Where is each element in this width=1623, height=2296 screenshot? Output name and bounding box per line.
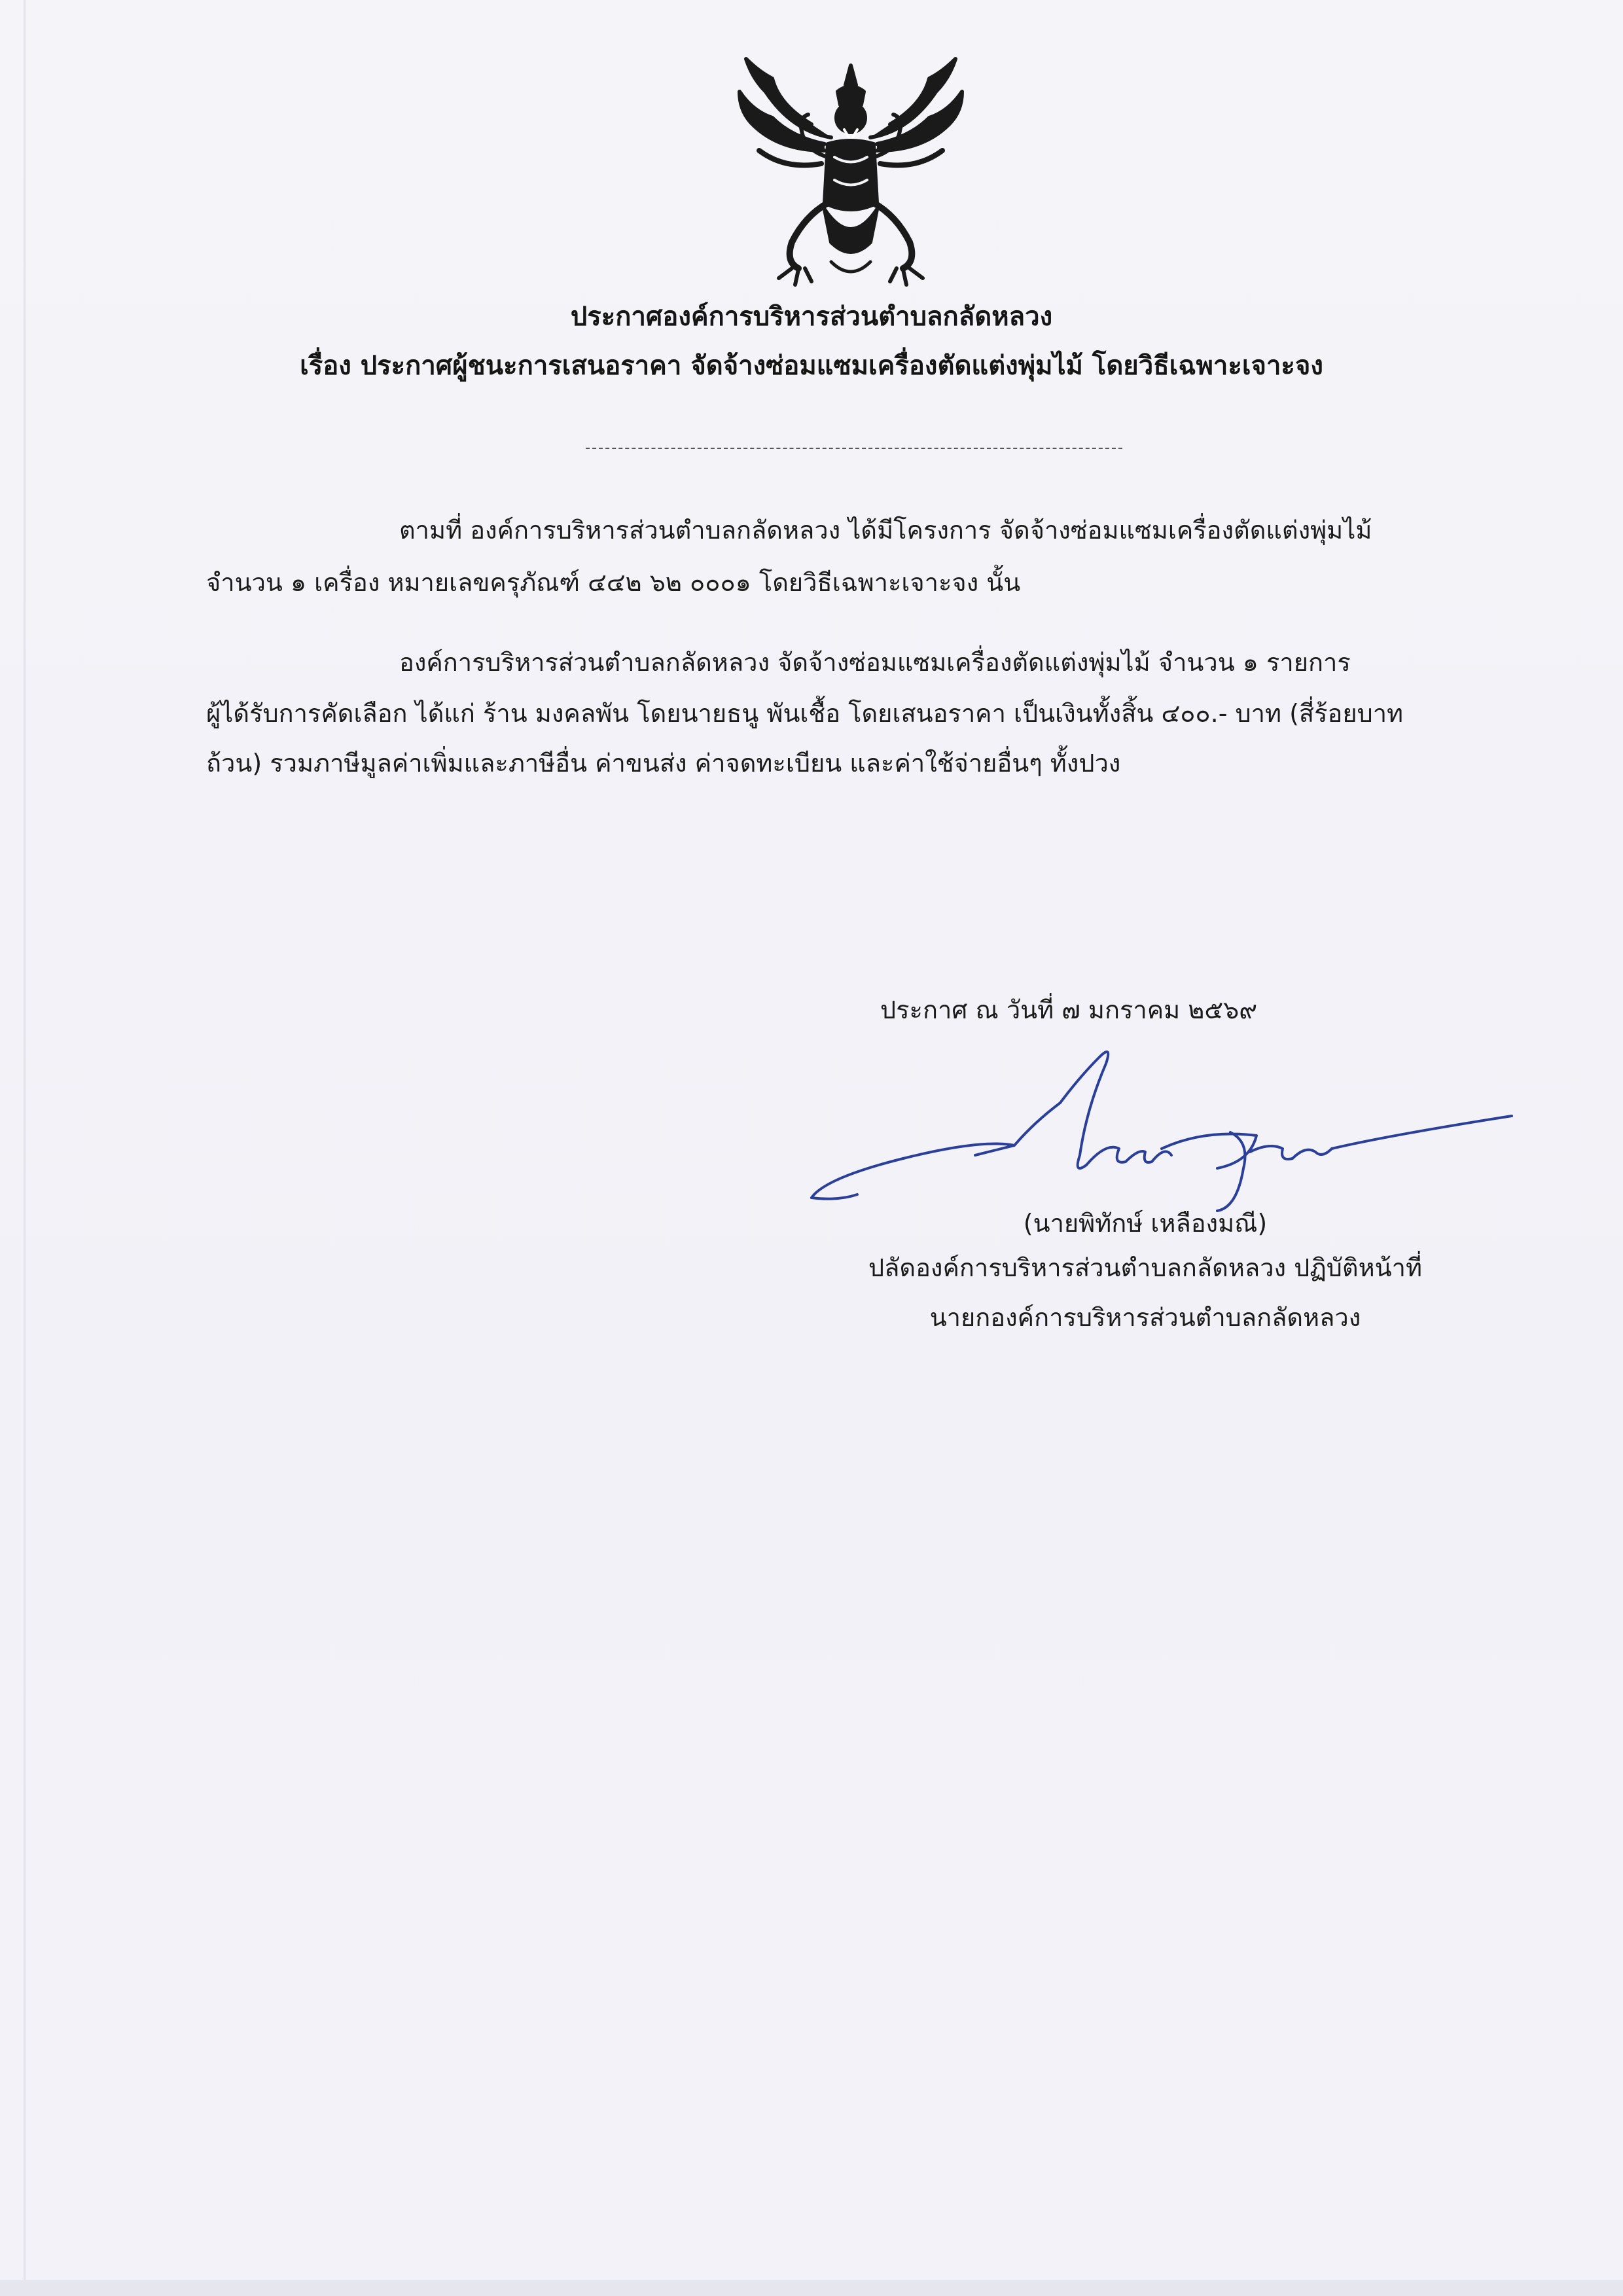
- signature-icon: [798, 1037, 1518, 1214]
- paragraph-1-line-1: ตามที่ องค์การบริหารส่วนตำบลกลัดหลวง ได้มีโครงการ จัดจ้างซ่อมแซมเครื่องตัดแต่งพุ่มไม้: [399, 516, 1372, 545]
- paragraph-2-line-2: ผู้ได้รับการคัดเลือก ได้แก่ ร้าน มงคลพัน โดยนายธนู พันเชื้อ โดยเสนอราคา เป็นเงินทั้งสิ้น ๔๐๐.- บาท (สี่ร้อยบาท: [206, 699, 1404, 728]
- signer-name: (นายพิทักษ์ เหลืองมณี): [1023, 1209, 1268, 1238]
- announcement-subject: เรื่อง ประกาศผู้ชนะการเสนอราคา จัดจ้างซ่อมแซมเครื่องตัดแต่งพุ่มไม้ โดยวิธีเฉพาะเจาะจง: [300, 351, 1323, 381]
- announcement-title: ประกาศองค์การบริหารส่วนตำบลกลัดหลวง: [570, 302, 1053, 332]
- paragraph-2-line-1: องค์การบริหารส่วนตำบลกลัดหลวง จัดจ้างซ่อมแซมเครื่องตัดแต่งพุ่มไม้ จำนวน ๑ รายการ: [399, 648, 1351, 677]
- paragraph-2-line-3: ถ้วน) รวมภาษีมูลค่าเพิ่มและภาษีอื่น ค่าขนส่ง ค่าจดทะเบียน และค่าใช้จ่ายอื่นๆ ทั้งปวง: [206, 749, 1121, 778]
- title-separator: [586, 448, 1122, 449]
- garuda-emblem-icon: [733, 52, 969, 295]
- announcement-date: ประกาศ ณ วันที่ ๗ มกราคม ๒๕๖๙: [880, 996, 1258, 1024]
- paragraph-1-line-2: จำนวน ๑ เครื่อง หมายเลขครุภัณฑ์ ๔๔๒ ๖๒ ๐๐๐๑ โดยวิธีเฉพาะเจาะจง นั้น: [206, 568, 1021, 597]
- scan-edge-bottom: [0, 2280, 1623, 2296]
- scan-edge: [24, 0, 26, 2296]
- signer-position-2: นายกองค์การบริหารส่วนตำบลกลัดหลวง: [929, 1303, 1361, 1332]
- signer-position-1: ปลัดองค์การบริหารส่วนตำบลกลัดหลวง ปฏิบัติหน้าที่: [868, 1253, 1423, 1282]
